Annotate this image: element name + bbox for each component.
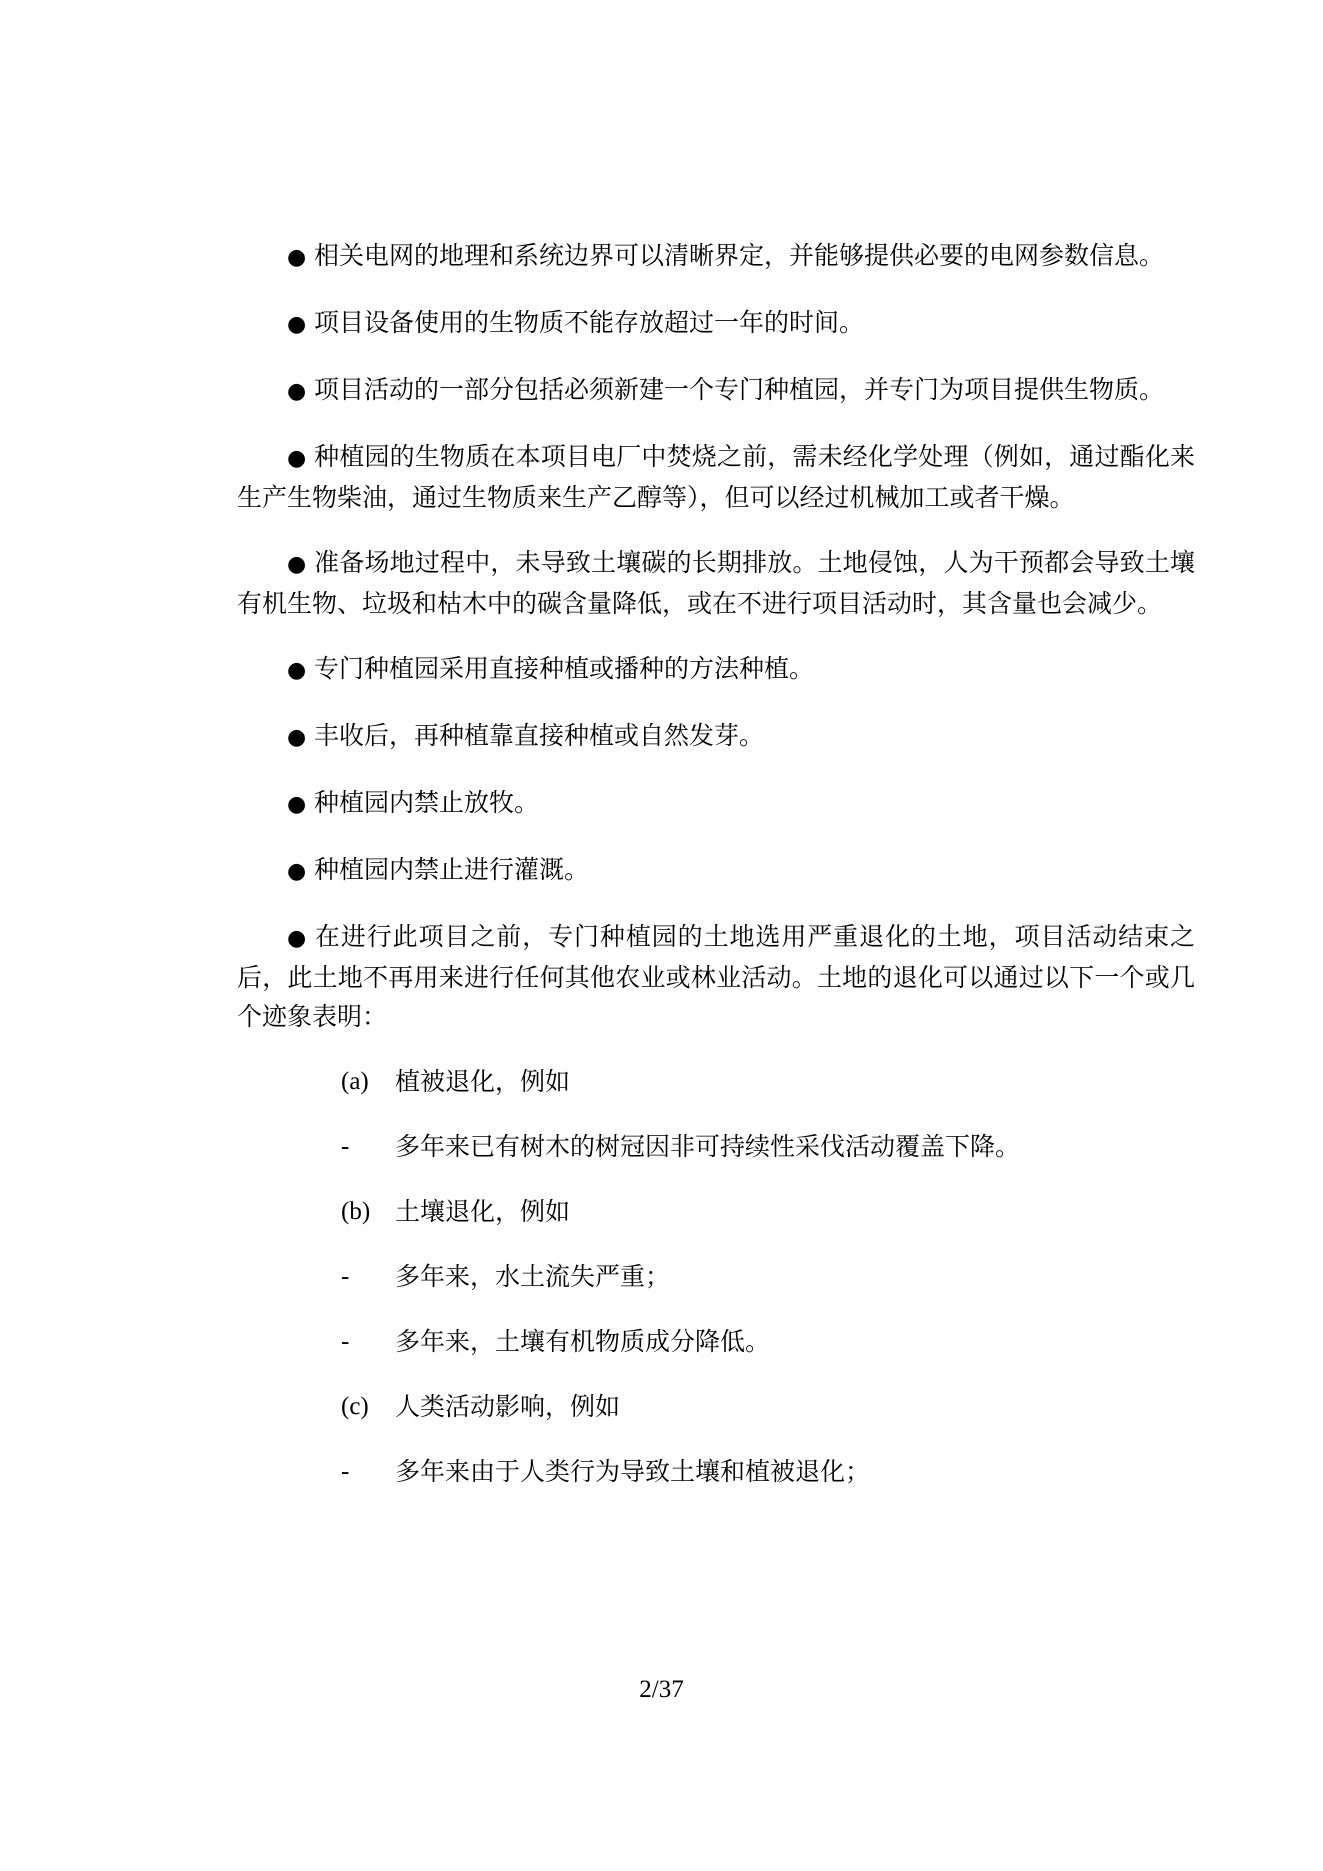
sublist-item-dash xyxy=(237,1257,1195,1296)
sublist-item-dash xyxy=(237,1127,1195,1166)
bullet-text: 项目设备使用的生物质不能存放超过一年的时间。 xyxy=(314,308,865,337)
sublist-marker: (b) xyxy=(341,1198,371,1225)
bullet-text: 项目活动的一部分包括必须新建一个专门种植园，并专门为项目提供生物质。 xyxy=(314,375,1165,404)
bullet-text: 在进行此项目之前，专门种植园的土地选用严重退化的土地，项目活动结束之后，此土地不再用来进行任何其他农业或林业活动。土地的退化可以通过以下一个或几个迹象表明： xyxy=(237,922,1195,1031)
bullet-icon: ● xyxy=(287,859,307,884)
sublist-item-dash xyxy=(237,1452,1195,1491)
sublist-item-c xyxy=(237,1387,1195,1426)
sublist-marker: (a) xyxy=(341,1068,369,1095)
bullet-text: 专门种植园采用直接种植或播种的方法种植。 xyxy=(314,654,815,683)
bullet-paragraph-5 xyxy=(237,543,1195,623)
bullet-paragraph-8 xyxy=(237,783,1195,824)
sublist-marker: - xyxy=(341,1458,350,1485)
bullet-paragraph-10 xyxy=(237,917,1195,1036)
bullet-paragraph-6 xyxy=(237,649,1195,690)
bullet-icon: ● xyxy=(287,792,307,817)
sublist-text: 多年来，水土流失严重； xyxy=(395,1262,671,1291)
sublist-marker: - xyxy=(341,1133,350,1160)
sublist-item-b xyxy=(237,1192,1195,1231)
bullet-text: 丰收后，再种植靠直接种植或自然发芽。 xyxy=(314,721,765,750)
bullet-paragraph-1 xyxy=(237,236,1195,277)
bullet-icon: ● xyxy=(287,926,307,951)
sublist-text: 土壤退化，例如 xyxy=(395,1197,571,1226)
sublist-text: 人类活动影响，例如 xyxy=(395,1392,621,1421)
document-body xyxy=(237,236,1195,1491)
bullet-icon: ● xyxy=(287,379,307,404)
sublist-marker: - xyxy=(341,1328,350,1355)
bullet-paragraph-7 xyxy=(237,716,1195,757)
bullet-icon: ● xyxy=(287,446,307,471)
bullet-icon: ● xyxy=(287,725,307,750)
bullet-paragraph-9 xyxy=(237,850,1195,891)
bullet-paragraph-2 xyxy=(237,303,1195,344)
bullet-paragraph-3 xyxy=(237,370,1195,411)
sublist-marker: (c) xyxy=(341,1393,369,1420)
sublist-item-a xyxy=(237,1062,1195,1101)
sublist-text: 植被退化，例如 xyxy=(395,1067,571,1096)
sublist-item-dash xyxy=(237,1322,1195,1361)
bullet-icon: ● xyxy=(287,552,307,577)
bullet-text: 种植园的生物质在本项目电厂中焚烧之前，需未经化学处理（例如，通过酯化来生产生物柴油，通过生物质来生产乙醇等），但可以经过机械加工或者干燥。 xyxy=(237,442,1195,512)
bullet-text: 种植园内禁止进行灌溉。 xyxy=(314,855,590,884)
sublist-text: 多年来，土壤有机物质成分降低。 xyxy=(395,1327,771,1356)
bullet-text: 相关电网的地理和系统边界可以清晰界定，并能够提供必要的电网参数信息。 xyxy=(314,241,1165,270)
bullet-icon: ● xyxy=(287,245,307,270)
bullet-text: 种植园内禁止放牧。 xyxy=(314,788,540,817)
sublist-marker: - xyxy=(341,1263,350,1290)
page-number: 2/37 xyxy=(639,1676,684,1703)
bullet-text: 准备场地过程中，未导致土壤碳的长期排放。土地侵蚀，人为干预都会导致土壤有机生物、垃圾和枯木中的碳含量降低，或在不进行项目活动时，其含量也会减少。 xyxy=(237,548,1195,618)
sublist-text: 多年来由于人类行为导致土壤和植被退化； xyxy=(395,1457,871,1486)
bullet-icon: ● xyxy=(287,312,307,337)
sublist-text: 多年来已有树木的树冠因非可持续性采伐活动覆盖下降。 xyxy=(395,1132,1021,1161)
bullet-icon: ● xyxy=(287,658,307,683)
bullet-paragraph-4 xyxy=(237,437,1195,517)
